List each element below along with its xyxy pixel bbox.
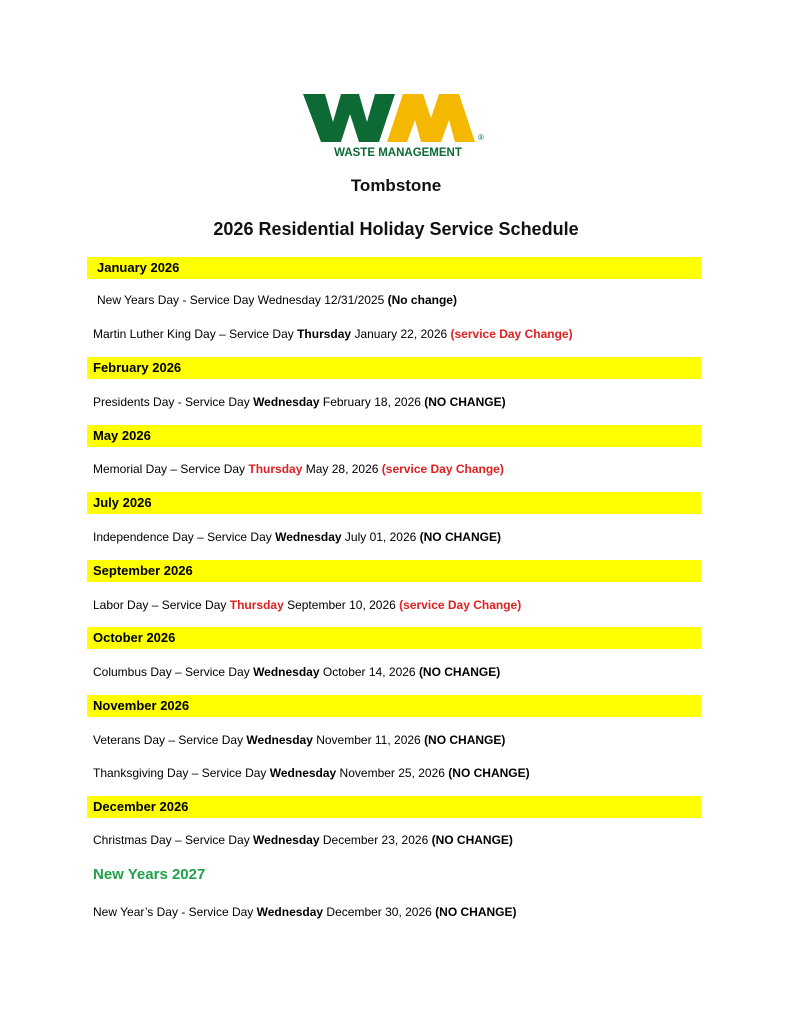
holiday-row: New Years Day - Service Day Wednesday 12/31/2025 (No change): [97, 293, 457, 307]
holiday-row: Veterans Day – Service Day Wednesday November 11, 2026 (NO CHANGE): [93, 733, 506, 747]
holiday-row: Memorial Day – Service Day Thursday May 28, 2026 (service Day Change): [93, 462, 504, 476]
section-band-february: February 2026: [87, 357, 701, 379]
holiday-row: Presidents Day - Service Day Wednesday February 18, 2026 (NO CHANGE): [93, 395, 506, 409]
holiday-row: New Year’s Day - Service Day Wednesday December 30, 2026 (NO CHANGE): [93, 905, 517, 919]
section-band-january: January 2026: [87, 257, 701, 279]
wm-logo-icon: [303, 92, 493, 160]
waste-management-logo: [303, 92, 493, 160]
section-heading-new-years-2027: New Years 2027: [93, 866, 206, 883]
schedule-title: 2026 Residential Holiday Service Schedule: [213, 219, 579, 239]
holiday-row: Martin Luther King Day – Service Day Thursday January 22, 2026 (service Day Change): [93, 327, 573, 341]
section-band-september: September 2026: [87, 560, 701, 582]
town-title: Tombstone: [350, 176, 442, 195]
section-band-july: July 2026: [87, 492, 701, 514]
section-band-december: December 2026: [87, 796, 701, 818]
section-band-may: May 2026: [87, 425, 701, 447]
logo-wordmark: WASTE MANAGEMENT: [334, 147, 462, 159]
holiday-row: Columbus Day – Service Day Wednesday October 14, 2026 (NO CHANGE): [93, 665, 501, 679]
holiday-row: Independence Day – Service Day Wednesday July 01, 2026 (NO CHANGE): [93, 530, 501, 544]
holiday-row: Thanksgiving Day – Service Day Wednesday November 25, 2026 (NO CHANGE): [93, 766, 530, 780]
holiday-row: Christmas Day – Service Day Wednesday December 23, 2026 (NO CHANGE): [93, 833, 513, 847]
section-band-october: October 2026: [87, 627, 701, 649]
section-band-november: November 2026: [87, 695, 701, 717]
svg-text:®: ®: [478, 133, 484, 142]
holiday-row: Labor Day – Service Day Thursday September 10, 2026 (service Day Change): [93, 598, 522, 612]
